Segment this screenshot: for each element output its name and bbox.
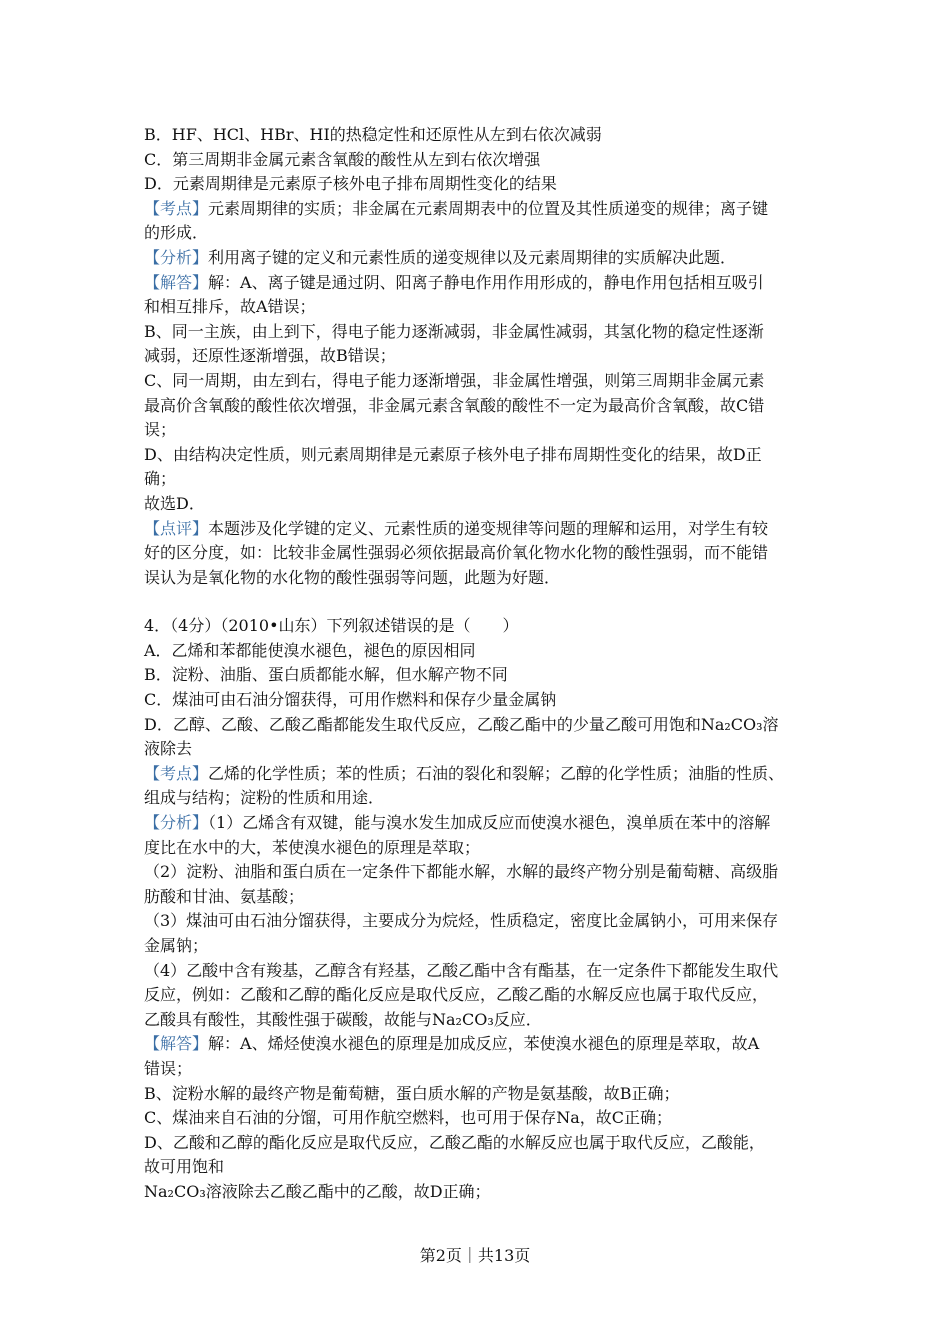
text-line: 故可用饱和 — [144, 1157, 225, 1177]
text-line: 金属钠； — [144, 936, 209, 955]
section-text: （1）乙烯含有双键，能与溴水发生加成反应而使溴水褪色，溴单质在苯中的溶解 — [208, 813, 771, 833]
text-line: （3）煤油可由石油分馏获得，主要成分为烷烃，性质稳定，密度比金属钠小，可用来保存 — [144, 911, 779, 931]
text-line: 误认为是氧化物的水化物的酸性强弱等问题，此题为好题． — [144, 567, 561, 587]
section-tag: 【考点】 — [144, 198, 209, 218]
text-line: B．淀粉、油脂、蛋白质都能水解，但水解产物不同 — [144, 665, 508, 685]
text-line: D、乙酸和乙醇的酯化反应是取代反应，乙酸乙酯的水解反应也属于取代反应，乙酸能， — [144, 1132, 765, 1152]
section-tag: 【考点】 — [144, 763, 209, 783]
text-line: 最高价含氧酸的酸性依次增强，非金属元素含氧酸的酸性不一定为最高价含氧酸，故C错 — [144, 395, 765, 415]
section-text: 乙烯的化学性质；苯的性质；石油的裂化和裂解；乙醇的化学性质；油脂的性质、 — [208, 763, 785, 783]
text-line: 的形成． — [144, 223, 209, 243]
section-text: 本题涉及化学键的定义、元素性质的递变规律等问题的理解和运用，对学生有较 — [208, 518, 769, 538]
section-text: 解：A、烯烃使溴水褪色的原理是加成反应，苯使溴水褪色的原理是萃取，故A — [208, 1034, 760, 1054]
page-footer: 第2页｜共13页 — [419, 1246, 531, 1265]
text-line: C、同一周期，由左到右，得电子能力逐渐增强，非金属性增强，则第三周期非金属元素 — [144, 370, 765, 390]
text-line — [144, 811, 816, 836]
text-line: 误； — [144, 420, 177, 440]
text-line: C、煤油来自石油的分馏，可用作航空燃料，也可用于保存Na，故C正确； — [144, 1108, 673, 1128]
text-line: B、淀粉水解的最终产物是葡萄糖，蛋白质水解的产物是氨基酸，故B正确； — [144, 1083, 680, 1103]
text-line: B．HF、HCl、HBr、HI的热稳定性和还原性从左到右依次减弱 — [144, 125, 602, 144]
text-line: 减弱，还原性逐渐增强，故B错误； — [144, 346, 396, 366]
text-line: 液除去 — [144, 739, 193, 759]
section-tag: 【分析】 — [144, 247, 209, 267]
text-line: A．乙烯和苯都能使溴水褪色，褪色的原因相同 — [144, 640, 476, 660]
text-line: D．乙醇、乙酸、乙酸乙酯都能发生取代反应，乙酸乙酯中的少量乙酸可用饱和Na₂CO₃溶 — [144, 714, 779, 734]
text-line: 4．（4分）（2010•山东）下列叙述错误的是（ ） — [144, 616, 519, 636]
text-line: 肪酸和甘油、氨基酸； — [144, 886, 305, 906]
section-text: 元素周期律的实质；非金属在元素周期表中的位置及其性质递变的规律；离子键 — [208, 198, 769, 218]
text-line: 乙酸具有酸性，其酸性强于碳酸，故能与Na₂CO₃反应． — [144, 1009, 542, 1029]
section-tag: 【解答】 — [144, 272, 209, 292]
text-line: （2）淀粉、油脂和蛋白质在一定条件下都能水解，水解的最终产物分别是葡萄糖、高级脂 — [144, 862, 779, 882]
text-line: 确； — [144, 469, 177, 489]
text-line: 组成与结构；淀粉的性质和用途． — [144, 788, 385, 808]
text-line: D．元素周期律是元素原子核外电子排布周期性变化的结果 — [144, 174, 557, 194]
text-line: 和相互排斥，故A错误； — [144, 297, 316, 317]
text-line: Na₂CO₃溶液除去乙酸乙酯中的乙酸，故D正确； — [144, 1181, 491, 1201]
text-line — [144, 271, 816, 296]
text-line: 度比在水中的大，苯使溴水褪色的原理是萃取； — [144, 837, 481, 857]
text-line: 错误； — [144, 1058, 193, 1078]
text-line: C．第三周期非金属元素含氧酸的酸性从左到右依次增强 — [144, 149, 541, 169]
text-line — [144, 197, 816, 222]
text-line: D、由结构决定性质，则元素周期律是元素原子核外电子排布周期性变化的结果，故D正 — [144, 444, 762, 464]
text-line: 故选D． — [144, 493, 205, 513]
text-line — [144, 762, 816, 787]
text-line: C．煤油可由石油分馏获得，可用作燃料和保存少量金属钠 — [144, 690, 557, 710]
text-line: 反应，例如：乙酸和乙醇的酯化反应是取代反应，乙酸乙酯的水解反应也属于取代反应， — [144, 985, 769, 1005]
section-text: 解：A、离子键是通过阴、阳离子静电作用作用形成的，静电作用包括相互吸引 — [208, 272, 764, 292]
text-line: （4）乙酸中含有羧基，乙醇含有羟基，乙酸乙酯中含有酯基，在一定条件下都能发生取代 — [144, 960, 779, 980]
section-tag: 【解答】 — [144, 1034, 209, 1054]
text-line: 好的区分度，如：比较非金属性强弱必须依据最高价氧化物水化物的酸性强弱，而不能错 — [144, 543, 769, 563]
section-tag: 【分析】 — [144, 813, 209, 833]
paragraph-gap — [144, 590, 816, 614]
text-line — [144, 1032, 816, 1057]
text-line: B、同一主族，由上到下，得电子能力逐渐减弱，非金属性减弱，其氢化物的稳定性逐渐 — [144, 321, 764, 341]
text-line — [144, 517, 816, 542]
section-tag: 【点评】 — [144, 518, 209, 538]
document-body — [144, 123, 816, 1205]
section-text: 利用离子键的定义和元素性质的递变规律以及元素周期律的实质解决此题． — [208, 247, 737, 267]
text-line — [144, 246, 816, 271]
